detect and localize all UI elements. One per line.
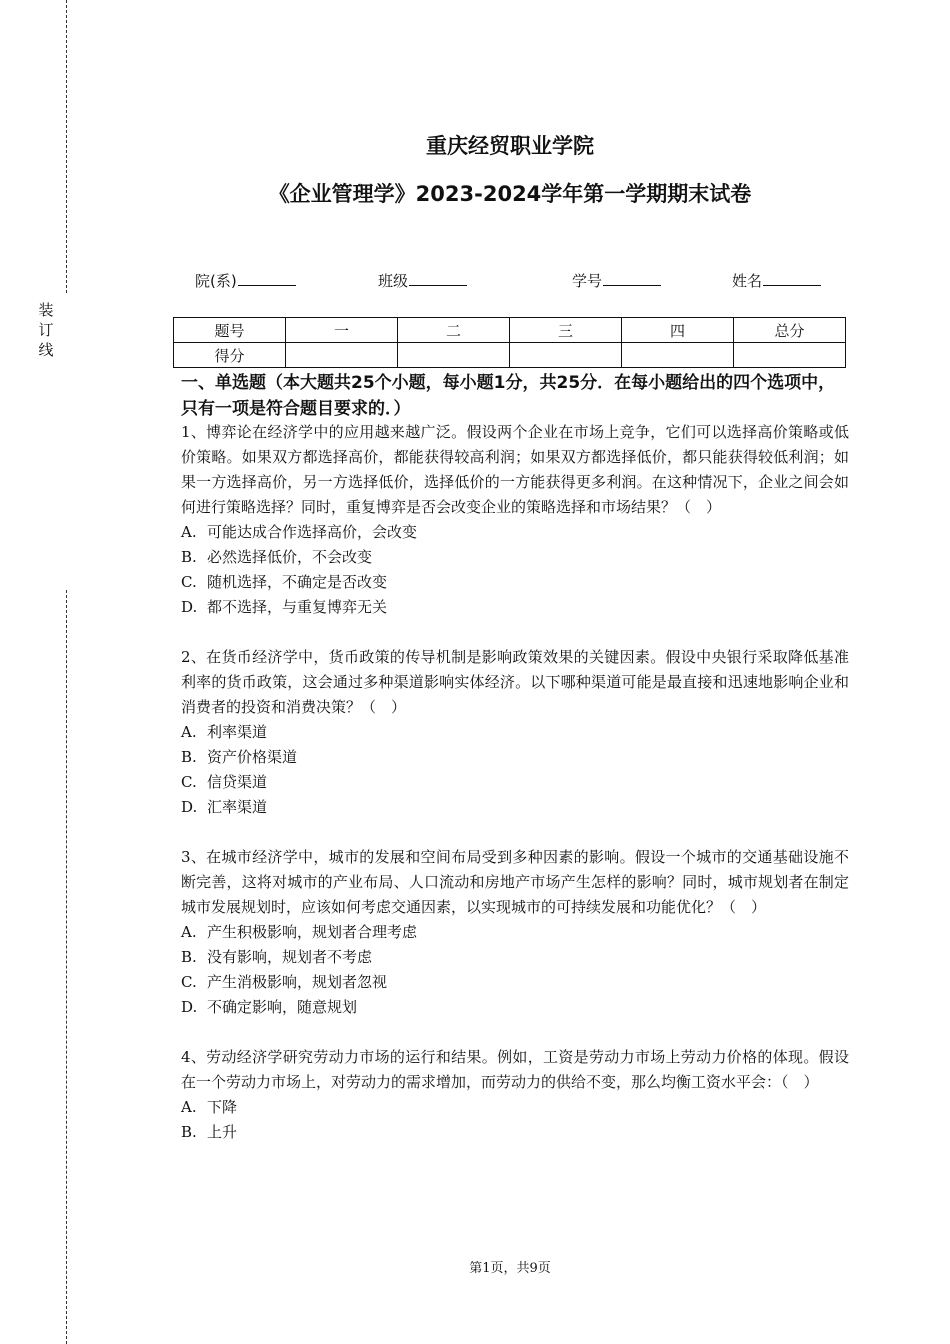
score-blank-cell[interactable] bbox=[510, 343, 622, 368]
score-blank-cell[interactable] bbox=[398, 343, 510, 368]
score-cell: 总分 bbox=[734, 318, 846, 343]
binding-char: 装 bbox=[38, 301, 54, 319]
option-b[interactable]: B. 必然选择低价，不会改变 bbox=[181, 548, 373, 566]
score-cell: 一 bbox=[286, 318, 398, 343]
score-table-score-row bbox=[174, 343, 846, 368]
question-stem: 1、博弈论在经济学中的应用越来越广泛。假设两个企业在市场上竞争，它们可以选择高价策略或低价策略。如果双方都选择高价，都能获得较高利润；如果双方都选择低价，都只能获得较低利润；如果一方选择高价，另一方选择低价，选择低价的一方能获得更多利润。在这种情况下，企业之间会如何进行策略选择？同时，重复博弈是否会改变企业的策略选择和市场结果？（ ） bbox=[181, 423, 849, 516]
score-cell: 二 bbox=[398, 318, 510, 343]
option-d[interactable]: D. 不确定影响，随意规划 bbox=[181, 998, 358, 1016]
option-c[interactable]: C. 随机选择，不确定是否改变 bbox=[181, 573, 388, 591]
score-cell: 题号 bbox=[174, 318, 286, 343]
student-id-blank[interactable] bbox=[603, 269, 661, 286]
question-3 bbox=[181, 845, 849, 1020]
option-b[interactable]: B. 上升 bbox=[181, 1123, 238, 1141]
score-cell: 四 bbox=[622, 318, 734, 343]
department-label: 院(系) bbox=[195, 272, 237, 290]
binding-label bbox=[36, 300, 56, 360]
option-b[interactable]: B. 没有影响，规划者不考虑 bbox=[181, 948, 373, 966]
class-label: 班级 bbox=[378, 272, 409, 290]
option-a[interactable]: A. 产生积极影响，规划者合理考虑 bbox=[181, 923, 418, 941]
question-2 bbox=[181, 645, 849, 820]
department-blank[interactable] bbox=[238, 269, 296, 286]
question-1 bbox=[181, 420, 849, 620]
binding-dashed-line-bottom bbox=[66, 590, 67, 1344]
student-info-row bbox=[0, 269, 950, 293]
page-number: 第1页，共9页 bbox=[469, 1261, 551, 1276]
option-d[interactable]: D. 都不选择，与重复博弈无关 bbox=[181, 598, 388, 616]
class-blank[interactable] bbox=[409, 269, 467, 286]
section-heading: 一、单选题（本大题共25个小题，每小题1分，共25分．在每小题给出的四个选项中，只有一项是符合题目要求的．） bbox=[181, 373, 836, 419]
question-list bbox=[181, 420, 849, 1170]
exam-title: 《企业管理学》2023-2024学年第一学期期末试卷 bbox=[268, 182, 752, 206]
question-stem: 4、劳动经济学研究劳动力市场的运行和结果。例如，工资是劳动力市场上劳动力价格的体现。假设在一个劳动力市场上，对劳动力的需求增加，而劳动力的供给不变，那么均衡工资水平会：（ ） bbox=[181, 1048, 849, 1091]
score-cell: 得分 bbox=[174, 343, 286, 368]
student-id-label: 学号 bbox=[572, 272, 603, 290]
option-a[interactable]: A. 利率渠道 bbox=[181, 723, 268, 741]
option-a[interactable]: A. 下降 bbox=[181, 1098, 238, 1116]
student-id-field[interactable] bbox=[572, 269, 661, 291]
score-blank-cell[interactable] bbox=[734, 343, 846, 368]
question-stem: 2、在货币经济学中，货币政策的传导机制是影响政策效果的关键因素。假设中央银行采取降低基准利率的货币政策，这会通过多种渠道影响实体经济。以下哪种渠道可能是最直接和迅速地影响企业和消费者的投资和消费决策？（ ） bbox=[181, 648, 849, 716]
option-c[interactable]: C. 产生消极影响，规划者忽视 bbox=[181, 973, 388, 991]
question-4 bbox=[181, 1045, 849, 1145]
option-c[interactable]: C. 信贷渠道 bbox=[181, 773, 268, 791]
score-blank-cell[interactable] bbox=[286, 343, 398, 368]
class-field[interactable] bbox=[378, 269, 467, 291]
department-field[interactable] bbox=[195, 269, 296, 291]
school-title: 重庆经贸职业学院 bbox=[426, 134, 594, 158]
score-cell: 三 bbox=[510, 318, 622, 343]
binding-char: 线 bbox=[38, 341, 54, 359]
option-b[interactable]: B. 资产价格渠道 bbox=[181, 748, 298, 766]
question-stem: 3、在城市经济学中，城市的发展和空间布局受到多种因素的影响。假设一个城市的交通基础设施不断完善，这将对城市的产业布局、人口流动和房地产市场产生怎样的影响？同时，城市规划者在制定城市发展规划时，应该如何考虑交通因素，以实现城市的可持续发展和功能优化？（ ） bbox=[181, 848, 849, 916]
score-table-header-row bbox=[174, 318, 846, 343]
option-a[interactable]: A. 可能达成合作选择高价，会改变 bbox=[181, 523, 418, 541]
binding-char: 订 bbox=[38, 321, 54, 339]
name-label: 姓名 bbox=[732, 272, 763, 290]
score-blank-cell[interactable] bbox=[622, 343, 734, 368]
name-field[interactable] bbox=[732, 269, 821, 291]
score-table bbox=[173, 317, 846, 368]
name-blank[interactable] bbox=[763, 269, 821, 286]
option-d[interactable]: D. 汇率渠道 bbox=[181, 798, 268, 816]
